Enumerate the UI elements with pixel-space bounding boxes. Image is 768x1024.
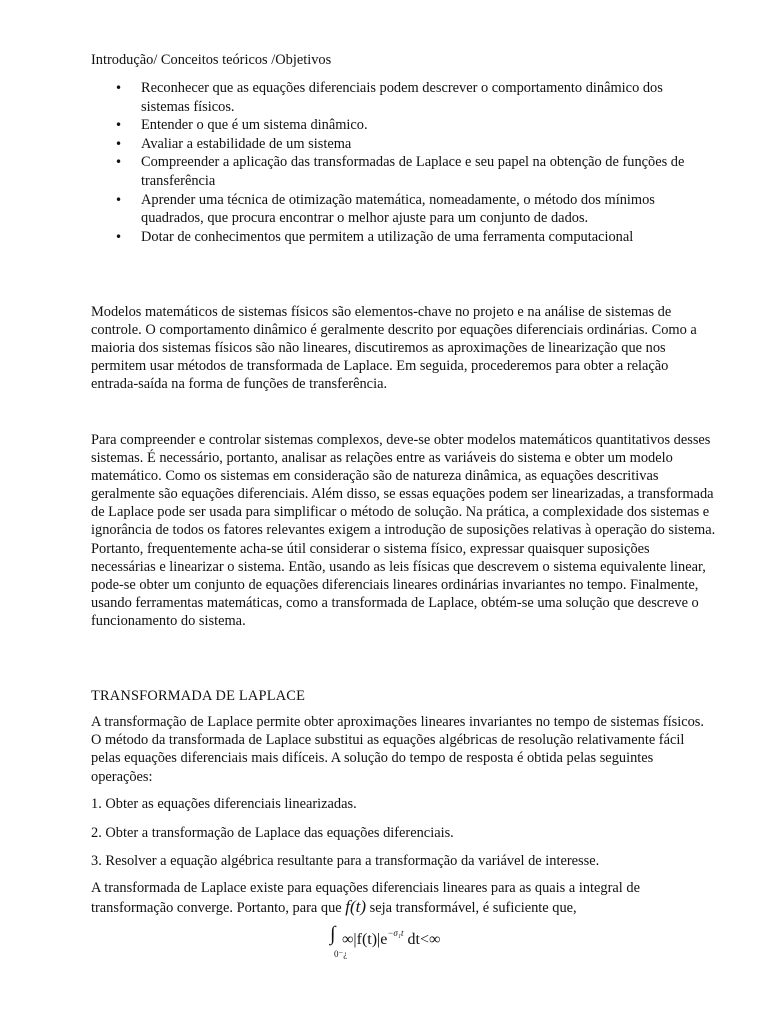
step-item: 1. Obter as equações diferenciais linearizadas. [91,796,357,812]
step-item: 3. Resolver a equação algébrica resultante para a transformação da variável de interesse. [91,853,600,869]
intro-heading: Introdução/ Conceitos teóricos /Objetivos [91,52,332,68]
paragraph-complex-systems: Para compreender e controlar sistemas complexos, deve-se obter modelos matemáticos quantitativos desses sistemas. É necessário, portanto, analisar as relações entre as variáveis do sistema e obter um modelo matemático. Como os sistemas em consideração são de natureza dinâmica, as equações descritivas geralmente são equações diferenciais. Além disso, se essas equações podem ser linearizadas, a transformada de Laplace pode ser usada para simplificar o método de solução. Na prática, a complexidade dos sistemas e ignorância de todos os fatores relevantes exigem a introdução de suposições relativas à operação do sistema. Portanto, frequentemente acha-se útil considerar o sistema físico, expressar quaisquer suposições necessárias e linearizar o sistema. Então, usando as leis físicas que descrevem o sistema equivalente linear, pode-se obter um conjunto de equações diferenciais lineares ordinárias invariantes no tempo. Finalmente, usando ferramentas matemáticas, como a transformada de Laplace, obtém-se uma solução que descreve o funcionamento do sistema. [91,432,716,629]
list-item [91,79,711,116]
formula-integrand: ∞|f(t)|e [342,931,388,948]
formula-exponent: −σ₁t [387,928,404,938]
objectives-list [91,79,711,246]
list-item-text: Compreender a aplicação das transformadas de Laplace e seu papel na obtenção de funções de transferência [141,154,685,189]
list-item-text: Avaliar a estabilidade de um sistema [141,135,352,152]
step-item: 2. Obter a transformação de Laplace das equações diferenciais. [91,825,454,841]
bullet-icon: • [115,136,123,151]
section-title-laplace: TRANSFORMADA DE LAPLACE [91,688,306,704]
list-item-text: Reconhecer que as equações diferenciais podem descrever o comportamento dinâmico dos sistemas físicos. [141,80,663,115]
bullet-icon: • [115,192,123,207]
paragraph-laplace-existence [91,879,716,917]
list-item [91,116,711,135]
paragraph-models: Modelos matemáticos de sistemas físicos são elementos-chave no projeto e na análise de sistemas de controle. O comportamento dinâmico é geralmente descrito por equações diferenciais ordinárias. Como a maioria dos sistemas físicos são não lineares, discutiremos as aproximações de linearização que nos permitem usar métodos de transformada de Laplace. Em seguida, procederemos para obter a relação entrada-saída na forma de funções de transferência. [91,304,697,393]
bullet-icon: • [115,155,123,170]
bullet-icon: • [115,81,123,95]
paragraph-text: seja transformável, é suficiente que, [369,899,577,916]
inline-math-f-of-t: f(t) [345,896,367,916]
list-item [91,191,711,228]
integral-sign-icon: ∫ [330,923,336,945]
bullet-icon: • [115,229,123,244]
list-item-text: Entender o que é um sistema dinâmico. [141,117,368,134]
formula-tail: dt<∞ [403,931,441,948]
integral-lower-limit: 0⁻¿ [334,949,348,959]
list-item [91,153,711,190]
paragraph-laplace-intro: A transformação de Laplace permite obter aproximações lineares invariantes no tempo de sistemas físicos. O método da transformada de Laplace substitui as equações algébricas de resolução relativamente fácil pelas equações diferenciais mais difíceis. A solução do tempo de resposta é obtida pelas seguintes operações: [91,714,704,785]
bullet-icon: • [115,118,123,133]
formula-body [342,928,440,949]
list-item [91,135,711,154]
list-item-text: Dotar de conhecimentos que permitem a utilização de uma ferramenta computacional [141,228,634,245]
list-item-text: Aprender uma técnica de otimização matemática, nomeadamente, o método dos mínimos quadrados, que procura encontrar o melhor ajuste para um conjunto de dados. [141,191,655,227]
paragraph-text: A transformada de Laplace existe para equações diferenciais lineares para as quais a integral de transformação converge. Portanto, para que [91,880,640,916]
list-item [91,228,711,247]
